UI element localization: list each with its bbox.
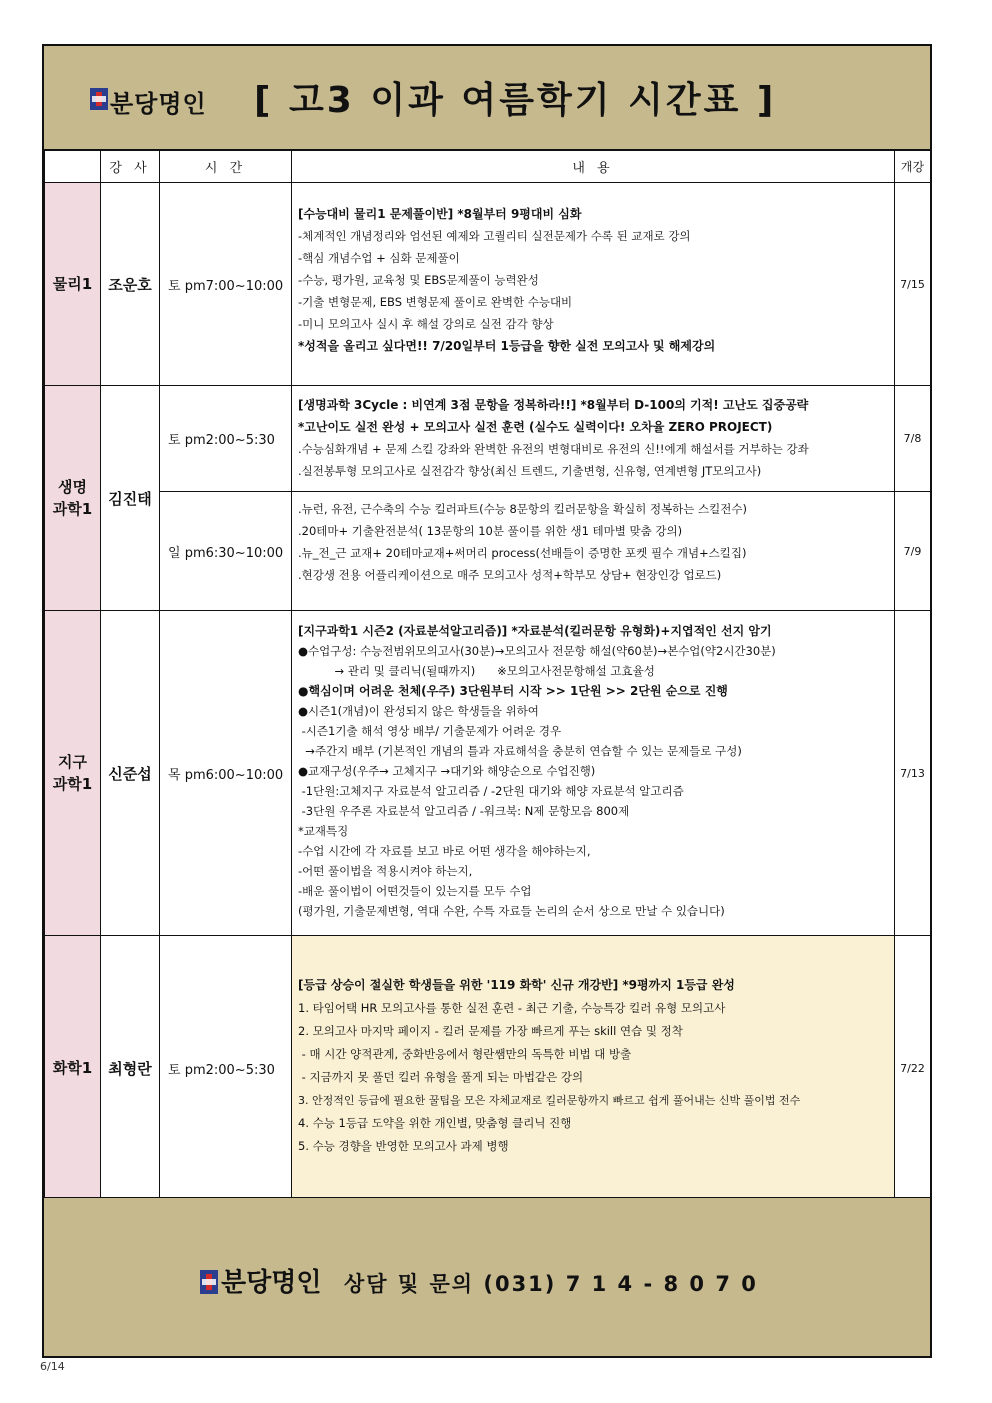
teacher-cell: 신준섭 [101,611,160,936]
content-line: 3. 안정적인 등급에 필요한 꿀팁을 모은 자체교재로 킬러문항까지 빠르고 쉽게 풀어내는 신박 풀이법 전수 [298,1094,801,1107]
content-line: -1단원:고체지구 자료분석 알고리즘 / -2단원 대기와 해양 자료분석 알고리즘 [298,784,684,798]
content-line: 1. 타임어택 HR 모의고사를 통한 실전 훈련 - 최근 기출, 수능특강 킬러 유형 모의고사 [298,1001,726,1015]
content-cell [292,936,895,1201]
content-line: .실전봉투형 모의고사로 실전감각 향상(최신 트렌드, 기출변형, 신유형, 연계변형 JT모의고사) [298,464,762,478]
content-line: [생명과학 3Cycle : 비연계 3점 문항을 정복하라!!] *8월부터 D-100의 기적! 고난도 집중공략 [298,398,809,412]
content-line: [등급 상승이 절실한 학생들을 위한 '119 화학' 신규 개강반] *9평까지 1등급 완성 [298,978,735,992]
time-cell: 토 pm2:00~5:30 [160,386,292,492]
content-cell [292,611,895,936]
table-row [45,936,931,1201]
brand-name: 분당명인 [110,90,207,118]
teacher-cell: 최형란 [101,936,160,1201]
open-date-cell: 7/22 [895,936,931,1201]
time-cell: 토 pm2:00~5:30 [160,936,292,1201]
content-cell [292,386,895,492]
content-line: -배운 풀이법이 어떤것들이 있는지를 모두 수업 [298,884,532,898]
content-line: -핵심 개념수업 + 심화 문제풀이 [298,251,460,265]
content-line: ●수업구성: 수능전범위모의고사(30분)→모의고사 전문항 해설(약60분)→본수업(약2시간30분) [298,644,776,658]
subject-cell [45,386,101,611]
content-line: -미니 모의고사 실시 후 해설 강의로 실전 감각 향상 [298,317,554,331]
brand-logo-icon [90,88,108,110]
content-line: ●시즌1(개념)이 완성되지 않은 학생들을 위하여 [298,704,539,718]
content-cell [292,492,895,611]
page-title: [ 고3 이과 여름학기 시간표 ] [254,80,777,121]
content-line: ●교재구성(우주→ 고체지구 →대기와 해양순으로 수업진행) [298,764,596,778]
content-line: .20테마+ 기출완전분석( 13문항의 10분 풀이를 위한 생1 테마별 맞춤 강의) [298,524,683,538]
time-cell: 토 pm7:00~10:00 [160,183,292,386]
subject-cell: 화학1 [45,936,101,1201]
schedule-frame [42,44,932,1358]
column-header-time: 시 간 [160,151,292,183]
content-line: *고난이도 실전 완성 + 모의고사 실전 훈련 (실수도 실력이다! 오차율 ZERO PROJECT) [298,420,773,434]
content-line: .뉴_전_근 교재+ 20테마교재+써머리 process(선배들이 증명한 포켓 필수 개념+스킬집) [298,546,747,560]
footer-brand-name: 분당명인 [221,1268,322,1298]
time-cell: 일 pm6:30~10:00 [160,492,292,611]
content-line: -수능, 평가원, 교육청 및 EBS문제풀이 능력완성 [298,273,539,287]
content-line: → 관리 및 클리닉(될때까지) ※모의고사전문항해설 고효율성 [298,664,655,678]
page-number: 6/14 [40,1360,65,1373]
content-line: ●핵심이며 어려운 천체(우주) 3단원부터 시작 >> 1단원 >> 2단원 순으로 진행 [298,684,728,698]
teacher-cell: 조운호 [101,183,160,386]
content-line: -시즌1기출 해석 영상 배부/ 기출문제가 어려운 경우 [298,724,562,738]
content-line: .수능심화개념 + 문제 스킬 강좌와 완벽한 유전의 변형대비로 유전의 신!!에게 해설서를 거부하는 강좌 [298,442,809,456]
table-row [45,611,931,936]
content-line: *교재특징 [298,824,349,838]
content-line: -수업 시간에 각 자료를 보고 바로 어떤 생각을 해야하는지, [298,844,591,858]
content-cell [292,183,895,386]
content-line: - 매 시간 양적관계, 중화반응에서 형란쌤만의 독특한 비법 대 방출 [298,1047,632,1061]
content-line: -어떤 풀이법을 적용시켜야 하는지, [298,864,473,878]
schedule-table [44,150,931,1201]
contact-info: 상담 및 문의 (031) 7 1 4 - 8 0 7 0 [344,1272,758,1296]
open-date-cell: 7/13 [895,611,931,936]
content-line: -기출 변형문제, EBS 변형문제 풀이로 완벽한 수능대비 [298,295,573,309]
teacher-cell: 김진태 [101,386,160,611]
open-date-cell: 7/9 [895,492,931,611]
subject-cell: 물리1 [45,183,101,386]
content-line: [수능대비 물리1 문제풀이반] *8월부터 9평대비 심화 [298,207,582,221]
subject-line: 과학1 [52,775,93,793]
column-header-subject [45,151,101,183]
content-line: [지구과학1 시즌2 (자료분석알고리즘)] *자료분석(킬러문항 유형화)+지엽적인 선지 암기 [298,624,772,638]
footer-banner [44,1197,930,1356]
brand-logo-icon [200,1270,218,1294]
open-date-cell: 7/15 [895,183,931,386]
subject-cell [45,611,101,936]
content-line: →주간지 배부 (기본적인 개념의 틀과 자료해석을 충분히 연습할 수 있는 문제들로 구성) [298,744,742,758]
table-row [45,386,931,492]
table-header-row [45,151,931,183]
subject-line: 지구 [58,753,87,771]
content-line: 4. 수능 1등급 도약을 위한 개인별, 맞춤형 클리닉 진행 [298,1116,572,1130]
table-row [45,183,931,386]
content-line: - 지금까지 못 풀던 킬러 유형을 풀게 되는 마법같은 강의 [298,1070,584,1084]
column-header-teacher: 강 사 [101,151,160,183]
content-line: (평가원, 기출문제변형, 역대 수완, 수특 자료들 논리의 순서 상으로 만날 수 있습니다) [298,904,725,918]
time-cell: 목 pm6:00~10:00 [160,611,292,936]
content-line: -체계적인 개념정리와 엄선된 예제와 고퀄리티 실전문제가 수록 된 교재로 강의 [298,229,691,243]
content-line: *성적을 올리고 싶다면!! 7/20일부터 1등급을 향한 실전 모의고사 및 해제강의 [298,339,716,353]
open-date-cell: 7/8 [895,386,931,492]
table-row [45,492,931,611]
content-line: -3단원 우주론 자료분석 알고리즘 / -워크북: N제 문항모음 800제 [298,804,630,818]
content-line: 2. 모의고사 마지막 페이지 - 킬러 문제를 가장 빠르게 푸는 skill 연습 및 정착 [298,1024,683,1038]
subject-line: 과학1 [52,500,93,518]
header-banner [44,46,930,150]
content-line: .뉴런, 유전, 근수축의 수능 킬러파트(수능 8문항의 킬러문항을 확실히 정복하는 스킬전수) [298,502,747,516]
column-header-content: 내 용 [292,151,895,183]
subject-line: 생명 [58,478,87,496]
content-line: 5. 수능 경향을 반영한 모의고사 과제 병행 [298,1139,509,1153]
content-line: .현강생 전용 어플리케이션으로 매주 모의고사 성적+학부모 상담+ 현장인강 업로드) [298,568,722,582]
column-header-open: 개강 [895,151,931,183]
